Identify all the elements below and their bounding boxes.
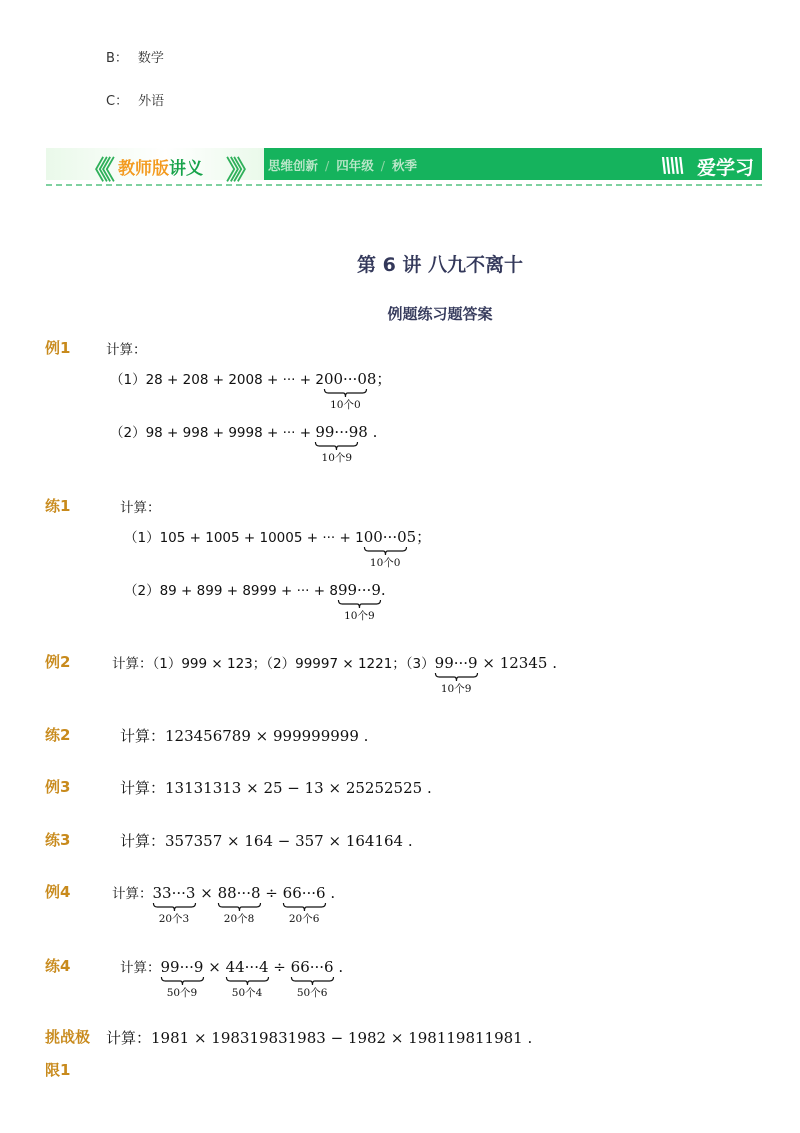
- brand-name: 爱学习: [696, 157, 754, 179]
- option-letter: C：: [106, 94, 129, 109]
- chevron-right-icon: 》》: [226, 156, 254, 186]
- brace-label: 20个6: [288, 913, 320, 925]
- problem-prompt: 计算：: [120, 500, 161, 516]
- brace-label: 10个9: [321, 452, 353, 464]
- expression: 计算：99···9 50个9 × 44···4 50个4 ÷ 66···6 50个6 .: [120, 956, 343, 976]
- expression: （2）89 + 899 + 8999 + ··· + 899···9 10个9 .: [124, 579, 386, 599]
- expression: 计算：33···3 20个3 × 88···8 20个8 ÷ 66···6 20个6 .: [112, 882, 335, 902]
- lesson-title: 第 6 讲 八九不离十: [356, 254, 524, 276]
- underbrace: 99···9 10个9: [315, 423, 358, 441]
- underbrace: 00···0 10个0: [324, 370, 367, 388]
- brace-label: 50个9: [166, 987, 198, 999]
- brace-label: 20个3: [158, 913, 190, 925]
- expression: 计算：123456789 × 999999999 .: [120, 727, 369, 745]
- brace-label: 50个4: [231, 987, 263, 999]
- expression: 计算：（1）999 × 123；（2）99997 × 1221；（3）99···9 10个9 × 12345 .: [112, 654, 557, 695]
- option-text: 数学: [137, 51, 164, 66]
- problem-tag: 例1: [45, 339, 71, 357]
- expression: 计算：357357 × 164 − 357 × 164164 .: [120, 832, 413, 850]
- banner-divider: [46, 184, 762, 186]
- underbrace: 99···9 10个9: [338, 581, 381, 599]
- brace-label: 10个9: [344, 610, 375, 622]
- breadcrumb-separator: /: [325, 158, 330, 173]
- header-banner: [46, 148, 762, 186]
- banner-title-part1: 教师版: [118, 159, 169, 179]
- underbrace: 99···9 10个9: [435, 654, 478, 672]
- underbrace: 66···6 20个6: [283, 884, 326, 902]
- problem-tag: 例2: [45, 653, 71, 671]
- underbrace: 88···8 20个8: [218, 884, 261, 902]
- brace-label: 10个9: [440, 683, 472, 695]
- brace-label: 10个0: [369, 557, 401, 569]
- option-b: [106, 47, 164, 66]
- problem-prompt: 计算：: [106, 342, 147, 358]
- brace-label: 20个8: [223, 913, 255, 925]
- underbrace: 66···6 50个6: [291, 958, 334, 976]
- underbrace: 33···3 20个3: [153, 884, 196, 902]
- problem-tag: 练1: [45, 497, 71, 515]
- breadcrumb: [268, 156, 417, 174]
- problem-tag: 练3: [45, 831, 71, 849]
- underbrace: 00···0 10个0: [364, 528, 407, 546]
- problem-tag: 练2: [45, 726, 71, 744]
- option-text: 外语: [138, 94, 165, 109]
- brace-label: 10个0: [330, 399, 361, 411]
- breadcrumb-term: 秋季: [391, 158, 417, 173]
- underbrace: 44···4 50个4: [226, 958, 269, 976]
- banner-title: [118, 154, 203, 179]
- option-c: [106, 90, 164, 109]
- problem-tag: 挑战极: [45, 1028, 91, 1046]
- logo-mark-icon: \\\\\: [660, 153, 682, 177]
- section-subtitle: 例题练习题答案: [387, 305, 493, 323]
- option-letter: B：: [106, 51, 128, 66]
- chevron-left-icon: 《《: [82, 156, 110, 186]
- breadcrumb-grade: 四年级: [336, 158, 374, 173]
- expression: 计算：1981 × 198319831983 − 1982 × 198119811981 .: [106, 1029, 533, 1047]
- problem-tag: 例4: [45, 883, 71, 901]
- expression: （1）28 + 208 + 2008 + ··· + 200···0 10个0 8；: [110, 370, 392, 411]
- underbrace: 99···9 50个9: [161, 958, 204, 976]
- expression: （1）105 + 1005 + 10005 + ··· + 100···0 10个0 5；: [124, 528, 432, 569]
- expression: 计算：13131313 × 25 − 13 × 25252525 .: [120, 779, 432, 797]
- breadcrumb-subject: 思维创新: [268, 158, 319, 173]
- problem-tag-continued: 限1: [45, 1061, 71, 1079]
- expression: （2）98 + 998 + 9998 + ··· + 99···9 10个9 8 .: [110, 423, 378, 464]
- brace-label: 50个6: [296, 987, 328, 999]
- problem-tag: 练4: [45, 957, 71, 975]
- banner-title-part2: 讲义: [169, 159, 203, 179]
- breadcrumb-separator: /: [380, 158, 385, 173]
- problem-tag: 例3: [45, 778, 71, 796]
